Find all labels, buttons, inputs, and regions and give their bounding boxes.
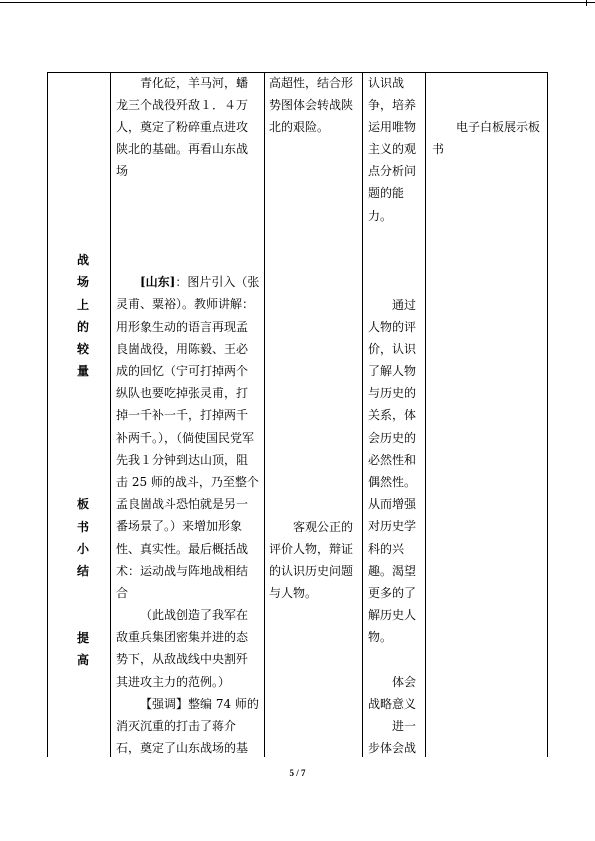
- text-line: 步体会战: [368, 741, 417, 756]
- text-line: 势图体会转战陕: [269, 97, 354, 112]
- text-line: 运用唯物: [368, 119, 417, 134]
- text-line: 【强调】整编 74 师的: [140, 696, 259, 711]
- text-line: 会历史的: [368, 430, 417, 445]
- text-line: 进一: [392, 719, 417, 734]
- header-rule: [0, 2, 595, 3]
- intent-group-figures: [363, 294, 425, 649]
- text-line: 高超性，结合形: [269, 75, 354, 90]
- text-line: 题的能: [368, 186, 405, 201]
- paragraph-northwest-battles: [116, 72, 263, 183]
- page-number: 5 / 7: [289, 768, 306, 778]
- text-line: 龙三个战役歼敌１．４万: [116, 97, 249, 112]
- text-line: 石，奠定了山东战场的基: [116, 741, 249, 756]
- header-corner-mark: [586, 0, 587, 6]
- text-line: 电子白板展示板: [456, 119, 541, 134]
- text-line: 更多的了: [368, 585, 417, 600]
- text-line: 人，奠定了粉碎重点进攻: [116, 119, 249, 134]
- text-line: 通过: [392, 297, 417, 312]
- media-column: [425, 73, 548, 757]
- text-line: （此战创造了我军在: [140, 608, 249, 623]
- text-line: 番场景了。）来增加形象: [116, 519, 243, 534]
- bold-tag: [山东]: [140, 275, 176, 290]
- text-line: 北的艰险。: [269, 119, 330, 134]
- text-line: 了解人物: [368, 364, 417, 379]
- text-line: 的认识历史问题: [269, 563, 354, 578]
- stage-group-board-summary: [48, 493, 110, 582]
- text-line: 击 25 师的战斗，乃至整个: [116, 474, 259, 489]
- text-line: 孟良崮战斗恐怕就是另一: [116, 497, 249, 512]
- stage-group-battle: [48, 249, 110, 382]
- text-line: 成的回忆（宁可打掉两个: [116, 364, 249, 379]
- text-line: 术：运动战与阵地战相结: [116, 563, 249, 578]
- text-line: 良崮战役，用陈毅、王必: [116, 341, 249, 356]
- text-line: 势下，从敌战线中央割歼: [116, 652, 249, 667]
- text-line: 认识战: [368, 75, 405, 90]
- text-line: 评价人物，辩证: [269, 541, 354, 556]
- text-line: [116, 271, 263, 293]
- teaching-group-shandong: [111, 271, 264, 759]
- text-line: 先我１分钟到达山顶，阻: [116, 452, 249, 467]
- text-line: 陕北的基础。再看山东战: [116, 142, 249, 157]
- teaching-group-top: [111, 72, 264, 183]
- paragraph-whiteboard: [432, 116, 545, 160]
- paragraph-evaluate-figures: [269, 516, 361, 605]
- text-line: 趣。渴望: [368, 563, 417, 578]
- paragraph-emphasis: [116, 693, 263, 760]
- stage-label-board-summary: 板书小结: [77, 497, 90, 578]
- text-line: 人物的评: [368, 319, 417, 334]
- text-line: 客观公正的: [293, 519, 354, 534]
- text-line: 纵队也要吃掉张灵甫，打: [116, 386, 249, 401]
- text-line: 用形象生动的语言再现孟: [116, 319, 249, 334]
- text-line: 偶然性。: [368, 475, 417, 489]
- text-line: 合: [116, 585, 129, 600]
- teaching-process-column: [110, 73, 264, 757]
- paragraph-activity-continued: [269, 72, 361, 139]
- text-line: 物。: [368, 630, 393, 645]
- activity-group-top: [265, 72, 362, 139]
- text-line: 关系，体: [368, 408, 417, 423]
- text-line: 主义的观: [368, 142, 417, 157]
- paragraph-further: [368, 715, 424, 759]
- text-line: 消灭沉重的打击了蒋介: [116, 719, 237, 734]
- text-line: 与历史的: [368, 386, 417, 401]
- text-line: 与人物。: [269, 586, 318, 601]
- activity-group-evaluate: [265, 516, 362, 605]
- text-line: 补两千。），（倘使国民党军: [116, 430, 255, 445]
- text-line: 点分析问: [368, 164, 417, 179]
- text-line: 其进攻主力的范例。）: [116, 674, 231, 689]
- text-line: 从而增强: [368, 497, 417, 512]
- lesson-plan-table: [47, 72, 548, 757]
- paragraph-strategic-meaning: [368, 671, 424, 715]
- stage-label-improve: 提高: [77, 630, 90, 667]
- stage-column: [47, 73, 110, 757]
- paragraph-intent-continued: [368, 72, 424, 227]
- paragraph-through-figures: [368, 294, 424, 649]
- media-group-whiteboard: [426, 116, 547, 160]
- intent-group-strategy: [363, 671, 425, 760]
- text-line: 必然性和: [368, 452, 417, 467]
- text-line: 价，认识: [368, 341, 417, 356]
- text-span: ：图片引入（张: [175, 275, 260, 290]
- text-line: 力。: [368, 208, 393, 223]
- design-intent-column: [362, 73, 425, 757]
- text-line: 科的兴: [368, 541, 405, 556]
- text-line: 体会: [392, 674, 417, 689]
- student-activity-column: [264, 73, 362, 757]
- text-line: 敌重兵集团密集并进的态: [116, 630, 249, 645]
- intent-group-top: [363, 72, 425, 227]
- text-line: 书: [432, 142, 445, 157]
- text-line: 掉一千补一千，打掉两千: [116, 408, 249, 423]
- stage-label-battle: 战场上的较量: [77, 253, 90, 379]
- text-line: 灵甫、粟裕）。教师讲解：: [116, 297, 255, 312]
- text-line: 场: [116, 164, 129, 179]
- text-line: 对历史学: [368, 519, 417, 534]
- text-line: 解历史人: [368, 608, 417, 623]
- text-line: 战略意义: [368, 697, 417, 712]
- stage-group-improve: [48, 627, 110, 671]
- paragraph-shandong-battle: [116, 271, 263, 604]
- text-line: 青化砭，羊马河，蟠: [140, 75, 249, 90]
- paragraph-significance-note: [116, 604, 263, 693]
- text-line: 性、真实性。最后概括战: [116, 541, 249, 556]
- text-line: 争，培养: [368, 97, 417, 112]
